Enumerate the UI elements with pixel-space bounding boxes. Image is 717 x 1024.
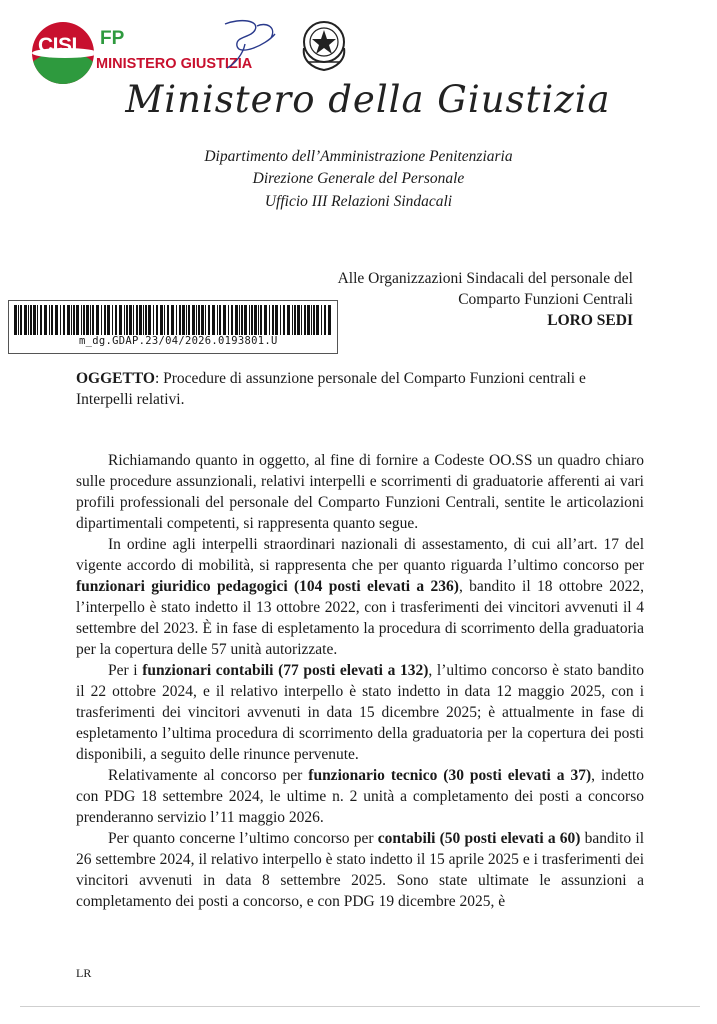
republic-emblem-icon: [298, 14, 350, 74]
subject-block: [76, 368, 646, 410]
paragraph-2-text-c: , bandito il 18 ottobre 2022, l’interpello è stato indetto il 13 ottobre 2022, con i trasferimenti dei vincitori avvenuti il 4 settembre del 2023. È in fase di espletamento la procedura di scorrimento della graduatoria per la copertura delle 57 unità autorizzate.: [76, 578, 645, 658]
paragraph-5-bold: contabili (50 posti elevati a 60): [377, 830, 581, 847]
author-initials: LR: [76, 966, 92, 980]
paragraph-4: [76, 765, 644, 828]
department-line-1: Dipartimento dell’Amministrazione Penitenziaria: [204, 148, 513, 165]
protocol-barcode-stamp: [8, 300, 338, 354]
handwritten-signature: [205, 16, 285, 76]
department-line-3: Ufficio III Relazioni Sindacali: [264, 193, 453, 210]
page-bottom-rule: [20, 1006, 700, 1007]
barcode-icon: [14, 305, 332, 335]
paragraph-3-bold: funzionari contabili (77 posti elevati a 132): [142, 662, 429, 679]
paragraph-5-text-a: Per quanto concerne l’ultimo concorso per: [108, 830, 378, 847]
department-line-2: Direzione Generale del Personale: [252, 170, 465, 187]
ministry-title: Ministero della Giustizia: [125, 78, 611, 121]
paragraph-1-text: Richiamando quanto in oggetto, al fine di fornire a Codeste OO.SS un quadro chiaro sulle procedure assunzionali, relativi interpelli e scorrimenti di graduatorie afferenti ai vari profili professionali del personale del Comparto Funzioni Centrali, sentite le articolazioni dipartimentali competenti, si rappresenta quanto segue.: [76, 452, 644, 532]
paragraph-5: [76, 828, 644, 912]
subject-text: : Procedure di assunzione personale del Comparto Funzioni centrali e Interpelli relativi.: [76, 370, 586, 408]
recipient-line-2: Comparto Funzioni Centrali: [458, 291, 633, 308]
recipient-line-1: Alle Organizzazioni Sindacali del personale del: [337, 270, 633, 287]
paragraph-4-bold: funzionario tecnico (30 posti elevati a 37): [308, 767, 592, 784]
recipient-line-3: LORO SEDI: [547, 312, 633, 329]
paragraph-3-text-a: Per i: [108, 662, 143, 679]
paragraph-5-text-c: bandito il 26 settembre 2024, il relativo interpello è stato indetto il 15 aprile 2025 e i trasferimenti dei vincitori avvenuti in data 8 settembre 2025. Sono state ultimate le assunzioni a completamento dei posti a concorso, e con PDG 19 dicembre 2025, è: [76, 830, 644, 910]
fp-label: FP: [100, 28, 125, 49]
paragraph-2: [76, 534, 644, 660]
paragraph-4-text-c: , indetto con PDG 18 settembre 2024, le ultime n. 2 unità a completamento dei posti a concorso prenderanno servizio l’11 maggio 2026.: [76, 767, 644, 826]
paragraph-2-bold: funzionari giuridico pedagogici (104 posti elevati a 236): [76, 578, 459, 595]
cisl-logo-mark: [32, 22, 94, 84]
paragraph-3: [76, 660, 644, 765]
logo-subtitle: MINISTERO GIUSTIZIA: [96, 56, 253, 72]
letter-body: [76, 450, 644, 912]
cisl-label: CISL: [38, 34, 84, 57]
subject-label: OGGETTO: [76, 370, 155, 387]
paragraph-3-text-c: , l’ultimo concorso è stato bandito il 22 ottobre 2024, e il relativo interpello è stato indetto in data 12 maggio 2025, con i trasferimenti dei vincitori avvenuti in data 15 dicembre 2025; è attualmente in fase di espletamento l’ultima procedura di scorrimento della graduatoria per la copertura dei posti disponibili, a seguito delle rinunce pervenute.: [76, 662, 645, 763]
protocol-number: m_dg.GDAP.23/04/2026.0193801.U: [79, 335, 278, 347]
paragraph-2-text-a: In ordine agli interpelli straordinari nazionali di assestamento, di cui all’art. 17 del vigente accordo di mobilità, si rappresenta che per quanto riguarda l’ultimo concorso per: [76, 536, 644, 574]
paragraph-1: [76, 450, 644, 534]
paragraph-4-text-a: Relativamente al concorso per: [108, 767, 309, 784]
